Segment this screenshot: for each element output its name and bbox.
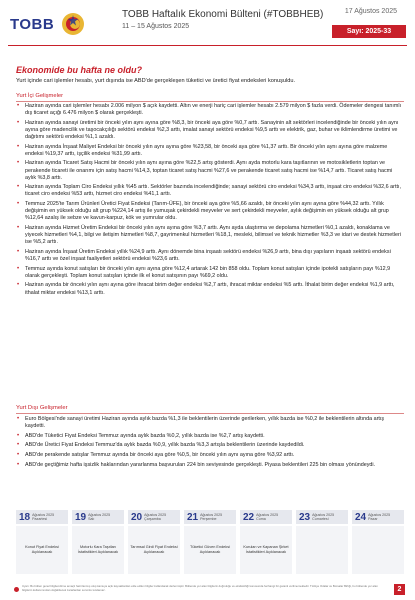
calendar-day-label <box>256 513 278 521</box>
list-item: • Haziran ayında bir önceki yılın aynı ayına göre ihracat birim değer endeksi %2,7 arttı, ihracat miktar endeksi %5 arttı. İthalat birim değer endeksi %1,9 arttı, ithalat miktar endeksi %13,1 arttı. <box>16 282 404 296</box>
intro-text: Yurt içinde cari işlemler hesabı, yurt dışında ise ABD'de gerçekleşen tüketici ve üretici fiyat endeksleri konuşuldu. <box>16 78 296 84</box>
calendar-weekday: Çarşamba <box>144 517 161 521</box>
calendar-day-number: 22 <box>243 511 255 523</box>
calendar-day-number: 23 <box>299 511 311 523</box>
foreign-list <box>16 416 404 472</box>
calendar-weekday: Pazar <box>368 517 378 521</box>
calendar-day-number: 21 <box>187 511 199 523</box>
calendar-event: Konut Fiyat Endeksi Açıklanacak <box>16 526 68 574</box>
issue-badge: Sayı: 2025-33 <box>332 25 406 38</box>
domestic-heading: Yurt İçi Gelişmeler <box>16 93 64 99</box>
domestic-list <box>16 103 404 299</box>
logo-text: TOBB <box>10 15 55 33</box>
list-item: • Haziran ayında İnşaat Maliyet Endeksi bir önceki yılın aynı ayına göre %23,58, bir önceki aya göre %1,37 arttı. Bir önceki yılın aynı ayına göre malzeme endeksi %19,37 arttı, işçilik endeksi %31,99 arttı. <box>16 144 404 158</box>
calendar-day-header <box>16 510 68 524</box>
calendar-day <box>352 510 404 574</box>
list-item: • Haziran ayında cari işlemler hesabı 2.006 milyon $ açık kaydetti. Altın ve enerji hariç cari işlemler hesabı 2.579 milyon $ fazla verdi. Ödemeler dengesi tanımlı dış ticaret açığı 6.476 milyon $ olarak gerçekleşti. <box>16 103 404 117</box>
calendar-day-number: 19 <box>75 511 87 523</box>
calendar-weekday: Salı <box>88 517 95 521</box>
calendar-month: Ağustos 2025 <box>144 513 167 517</box>
calendar-event: Tarımsal Girdi Fiyat Endeksi Açıklanacak <box>128 526 180 574</box>
calendar-day-header <box>352 510 404 524</box>
calendar-day-number: 20 <box>131 511 143 523</box>
page-header <box>0 0 415 56</box>
calendar-day <box>240 510 292 574</box>
calendar-month: Ağustos 2025 <box>88 513 111 517</box>
calendar-weekday: Pazartesi <box>32 517 48 521</box>
tobb-logo <box>10 11 86 37</box>
calendar-day-header <box>128 510 180 524</box>
list-item: • Haziran ayında İnşaat Üretim Endeksi yıllık %24,9 arttı. Aynı dönemde bina inşaatı sektörü endeksi %26,9 arttı, bina dışı yapıların inşaatı sektörü endeksi %16,7 arttı ve özel inşaat faaliyetleri sektörü endeksi %23,6 arttı. <box>16 249 404 263</box>
calendar-day-header <box>184 510 236 524</box>
calendar-day-label <box>88 513 110 521</box>
calendar-day-label <box>144 513 166 521</box>
list-item: • ABD'de perakende satışlar Temmuz ayında bir önceki aya göre %0,5, bir önceki yılın aynı ayına göre %3,92 arttı. <box>16 452 404 459</box>
calendar-day-label <box>312 513 334 521</box>
calendar-event <box>296 526 348 574</box>
calendar-day-label <box>368 513 390 521</box>
calendar-day-number: 18 <box>19 511 31 523</box>
calendar-month: Ağustos 2025 <box>32 513 55 517</box>
calendar-day <box>128 510 180 574</box>
list-item: • Haziran ayında Hizmet Üretim Endeksi bir önceki yılın aynı ayına göre %3,7 arttı. Aynı ayda ulaştırma ve depolama hizmetleri %0,1 azaldı, konaklama ve yiyecek hizmetleri %4,1, bilgi ve iletişim hizmetleri %8,7, gayrimenkul hizmetleri %18,1, mesleki, bilimsel ve teknik hizmetler %3,3 ve idari ve destek hizmetleri ise %5,2 arttı. <box>16 225 404 246</box>
foreign-heading: Yurt Dışı Gelişmeler <box>16 405 68 411</box>
calendar-day-number: 24 <box>355 511 367 523</box>
foreign-divider <box>16 413 404 414</box>
star-crescent-icon <box>60 11 86 37</box>
list-item: • Temmuz ayında konut satışları bir önceki yılın aynı ayına göre %12,4 artarak 142 bin 858 oldu. Toplam konut satışları içinde ipotekli satışların payı %12,9 olarak gerçekleşti. Toplam konut satışları içinde ilk el konut satışının payı %69,2 oldu. <box>16 266 404 280</box>
domestic-divider <box>16 101 404 102</box>
list-item: • Haziran ayında Ticaret Satış Hacmi bir önceki yılın aynı ayına göre %22,5 artış gösterdi. Aynı ayda motorlu kara taşıtlarının ve motosikletlerin toptan ve perakende ticareti ile onarımı için satış hacmi %14,3, toptan ticaret satış hacmi %27,6 ve perakende ticaret satış hacmi ise %14,7 arttı. Ticaret satış hacmi aylık %3,8 arttı. <box>16 160 404 181</box>
page-number: 2 <box>394 584 405 595</box>
calendar-month: Ağustos 2025 <box>256 513 279 517</box>
list-item: • ABD'de Üretici Fiyat Endeksi Temmuz'da aylık bazda %0,9, yıllık bazda %3,3 artışla beklentilerin üzerinde kaydedildi. <box>16 442 404 449</box>
calendar-day <box>184 510 236 574</box>
calendar-day <box>296 510 348 574</box>
calendar-weekday: Cuma <box>256 517 266 521</box>
list-item: • Haziran ayında sanayi üretimi bir önceki yılın aynı ayına göre %8,3, bir önceki aya göre %0,7 arttı. Sanayinin alt sektörleri incelendiğinde bir önceki yılın aynı ayına göre madencilik ve taşocakçılığı sektörü endeksi %2,3 arttı, imalat sanayi sektörü endeksi %9,5 arttı ve elektrik, gaz, buhar ve iklimlendirme üretimi ve dağıtımı sektörü endeksi %1,1 azaldı. <box>16 120 404 141</box>
calendar-weekday: Perşembe <box>200 517 217 521</box>
calendar-month: Ağustos 2025 <box>368 513 391 517</box>
disclaimer: Uyarı: Bu bülten genel bilgilendirme amaçlı hazırlanmış olup kamuya açık kaynaklardan elde edilen bilgiler kullanılarak derlenmiştir. Bültende yer alan bilgilerin doğruluğu ve eksiksizliği konusunda herhangi bir garanti verilmemektedir. Türkiye Odalar ve Borsalar Birliği, bu bültende yer alan bilgilerin kullanımından doğabilecek zararlardan sorumlu tutulamaz. <box>22 584 378 592</box>
weekly-calendar <box>16 510 404 574</box>
calendar-month: Ağustos 2025 <box>312 513 335 517</box>
calendar-event: Tüketici Güven Endeksi Açıklanacak <box>184 526 236 574</box>
header-divider <box>8 45 407 46</box>
calendar-month: Ağustos 2025 <box>200 513 223 517</box>
bulletin-title: TOBB Haftalık Ekonomi Bülteni (#TOBBHEB) <box>122 9 324 20</box>
list-item: • Euro Bölgesi'nde sanayi üretimi Haziran ayında aylık bazda %1,3 ile beklentilerin üzerinde gerilerken, yıllık bazda ise %0,2 ile beklentilerin altında artış kaydetti. <box>16 416 404 430</box>
calendar-event: Kurulan ve Kapanan Şirket İstatistikleri Açıklanacak <box>240 526 292 574</box>
warning-icon <box>14 587 19 592</box>
calendar-day-header <box>296 510 348 524</box>
publish-date: 17 Ağustos 2025 <box>344 8 397 15</box>
bulletin-date-range: 11 – 15 Ağustos 2025 <box>122 23 190 30</box>
list-item: • Temmuz 2025'te Tarım Ürünleri Üretici Fiyat Endeksi (Tarım-ÜFE), bir önceki aya göre %5,66 azaldı, bir önceki yılın aynı ayına göre %44,32 arttı. Yıllık değişimin en yüksek olduğu alt grup %224,14 artış ile yumuşak çekirdekli meyveler ve sert çekirdekli meyveler, aylık değişimin en yüksek olduğu alt grup %12,64 azalış ile sebze ve kavun-karpuz, kök ve yumrular oldu. <box>16 201 404 222</box>
calendar-day-header <box>240 510 292 524</box>
calendar-weekday: Cumartesi <box>312 517 329 521</box>
calendar-event <box>352 526 404 574</box>
calendar-event: Motorlu Kara Taşıtları İstatistikleri Açıklanacak <box>72 526 124 574</box>
list-item: • ABD'de Tüketici Fiyat Endeksi Temmuz ayında aylık bazda %0,2, yıllık bazda ise %2,7 artış kaydetti. <box>16 433 404 440</box>
list-item: • Haziran ayında Toplam Ciro Endeksi yıllık %45 arttı. Sektörler bazında incelendiğinde; sanayi sektörü ciro endeksi %34,3 arttı, inşaat ciro endeksi %32,6 arttı, ticaret ciro endeksi %53 arttı, hizmet ciro endeksi %41,1 arttı. <box>16 184 404 198</box>
list-item: • ABD'de geçtiğimiz hafta işsizlik haklarından yararlanma başvuruları 224 bin seviyesinde gerçekleşti. Piyasa beklentileri 225 bin olması yönündeydi. <box>16 462 404 469</box>
calendar-day-label <box>32 513 54 521</box>
calendar-day <box>16 510 68 574</box>
calendar-day <box>72 510 124 574</box>
section-title: Ekonomide bu hafta ne oldu? <box>16 65 142 75</box>
calendar-day-header <box>72 510 124 524</box>
calendar-day-label <box>200 513 222 521</box>
